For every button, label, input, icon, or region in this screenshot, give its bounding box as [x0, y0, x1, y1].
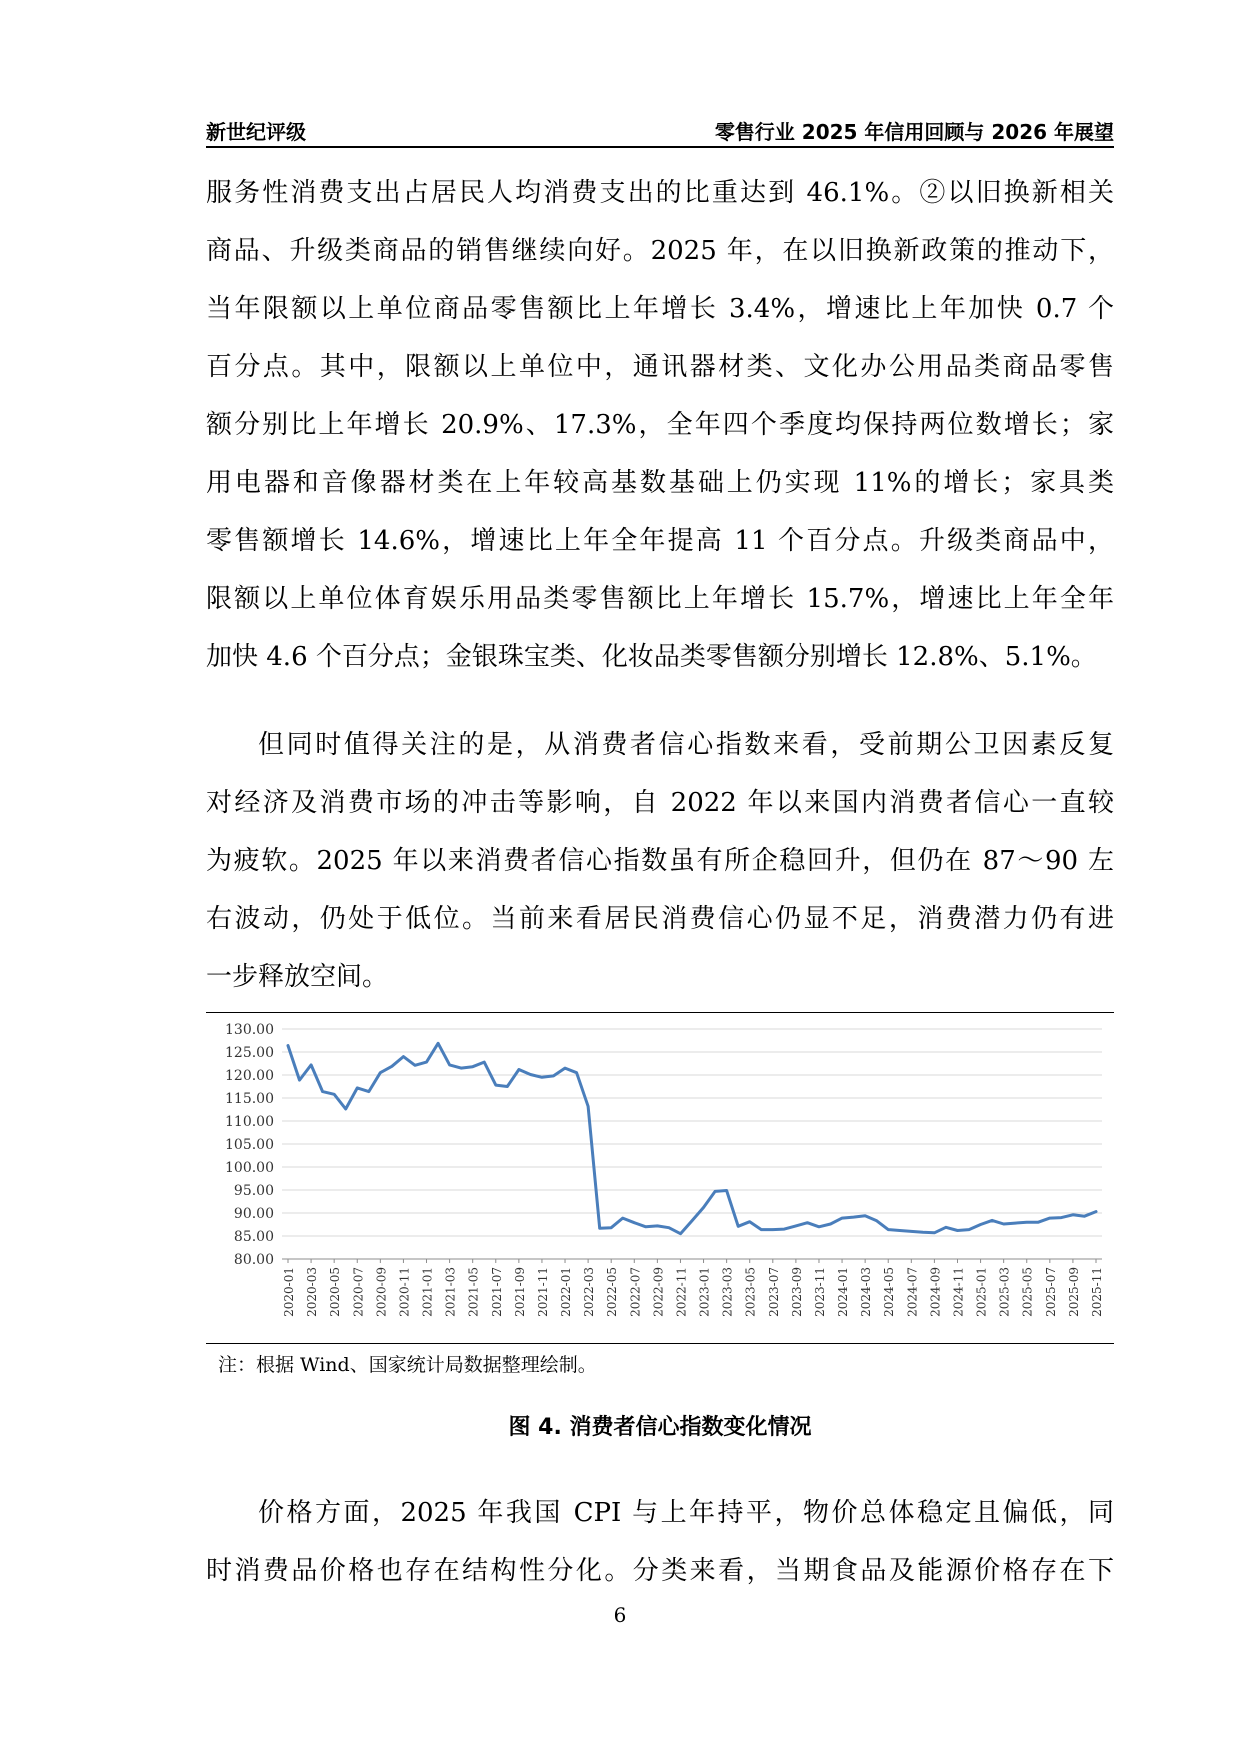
- page-header: [206, 112, 1114, 148]
- data-point: [1026, 1221, 1028, 1223]
- y-tick-label: 85.00: [233, 1229, 274, 1245]
- y-tick-label: 130.00: [225, 1022, 274, 1038]
- data-point: [945, 1226, 947, 1228]
- data-point: [691, 1220, 693, 1222]
- x-tick-label: 2025-03: [997, 1267, 1012, 1317]
- data-point: [298, 1079, 300, 1081]
- data-point: [460, 1067, 462, 1069]
- paragraph-line: 商品、升级类商品的销售继续向好。2025 年，在以旧换新政策的推动下，: [206, 236, 1114, 266]
- data-point: [864, 1215, 866, 1217]
- header-report-title: 零售行业 2025 年信用回顾与 2026 年展望: [714, 120, 1114, 144]
- x-tick-label: 2020-11: [397, 1267, 412, 1317]
- y-tick-label: 80.00: [233, 1252, 274, 1268]
- paragraph-line: 服务性消费支出占居民人均消费支出的比重达到 46.1%。②以旧换新相关: [206, 178, 1114, 208]
- data-point: [448, 1064, 450, 1066]
- data-point: [598, 1227, 600, 1229]
- data-point: [1049, 1217, 1051, 1219]
- data-point: [310, 1064, 312, 1066]
- x-tick-label: 2022-11: [674, 1267, 689, 1317]
- paragraph-line: 加快 4.6 个百分点；金银珠宝类、化妆品类零售额分别增长 12.8%、5.1%。: [206, 642, 1097, 672]
- data-point: [402, 1055, 404, 1057]
- data-point: [760, 1228, 762, 1230]
- data-point: [968, 1228, 970, 1230]
- data-point: [656, 1225, 658, 1227]
- x-tick-label: 2023-07: [766, 1267, 781, 1317]
- data-point: [1072, 1214, 1074, 1216]
- data-point: [1095, 1210, 1097, 1212]
- data-point: [552, 1075, 554, 1077]
- x-tick-label: 2021-01: [420, 1267, 435, 1317]
- data-point: [495, 1084, 497, 1086]
- x-tick-label: 2024-05: [882, 1267, 897, 1317]
- page-number: 6: [613, 1603, 627, 1627]
- series-line-consumer-confidence: [288, 1043, 1096, 1233]
- x-tick-label: 2023-09: [789, 1267, 804, 1317]
- data-point: [368, 1090, 370, 1092]
- y-tick-label: 90.00: [233, 1206, 274, 1222]
- data-point: [622, 1217, 624, 1219]
- data-point: [575, 1072, 577, 1074]
- paragraph-line: 右波动，仍处于低位。当前来看居民消费信心仍显不足，消费潜力仍有进: [206, 904, 1114, 934]
- paragraph-line: 限额以上单位体育娱乐用品类零售额比上年增长 15.7%，增速比上年全年: [206, 584, 1114, 614]
- x-tick-label: 2024-01: [836, 1267, 851, 1317]
- x-tick-label: 2022-03: [582, 1267, 597, 1317]
- data-point: [483, 1061, 485, 1063]
- data-point: [772, 1228, 774, 1230]
- chart-note: 注：根据 Wind、国家统计局数据整理绘制。: [218, 1354, 597, 1376]
- data-point: [806, 1221, 808, 1223]
- y-tick-label: 115.00: [225, 1091, 274, 1107]
- x-tick-label: 2023-11: [812, 1267, 827, 1317]
- x-tick-label: 2020-09: [374, 1267, 389, 1317]
- paragraph-line: 百分点。其中，限额以上单位中，通讯器材类、文化办公用品类商品零售: [206, 352, 1114, 382]
- data-point: [345, 1108, 347, 1110]
- data-point: [749, 1221, 751, 1223]
- x-tick-label: 2024-09: [928, 1267, 943, 1317]
- y-tick-label: 95.00: [233, 1183, 274, 1199]
- y-tick-label: 125.00: [225, 1045, 274, 1061]
- x-tick-label: 2025-05: [1020, 1267, 1035, 1317]
- x-tick-label: 2022-07: [628, 1267, 643, 1317]
- paragraph-line: 价格方面，2025 年我国 CPI 与上年持平，物价总体稳定且偏低，同: [258, 1498, 1114, 1528]
- data-point: [437, 1042, 439, 1044]
- x-tick-label: 2020-05: [328, 1267, 343, 1317]
- data-point: [506, 1085, 508, 1087]
- data-point: [922, 1231, 924, 1233]
- x-tick-label: 2021-11: [535, 1267, 550, 1317]
- data-point: [1060, 1216, 1062, 1218]
- x-tick-label: 2023-03: [720, 1267, 735, 1317]
- data-point: [1037, 1221, 1039, 1223]
- data-point: [714, 1190, 716, 1192]
- data-point: [287, 1044, 289, 1046]
- data-point: [379, 1072, 381, 1074]
- x-tick-label: 2022-05: [605, 1267, 620, 1317]
- paragraph-line: 对经济及消费市场的冲击等影响，自 2022 年以来国内消费者信心一直较: [206, 788, 1114, 818]
- x-tick-label: 2022-09: [651, 1267, 666, 1317]
- data-point: [425, 1061, 427, 1063]
- x-tick-label: 2025-01: [974, 1267, 989, 1317]
- data-point: [587, 1105, 589, 1107]
- data-point: [979, 1223, 981, 1225]
- data-point: [668, 1227, 670, 1229]
- paragraph-line: 为疲软。2025 年以来消费者信心指数虽有所企稳回升，但仍在 87～90 左: [206, 846, 1114, 876]
- y-tick-label: 105.00: [225, 1137, 274, 1153]
- x-tick-label: 2021-03: [443, 1267, 458, 1317]
- data-point: [679, 1233, 681, 1235]
- x-tick-label: 2022-01: [559, 1267, 574, 1317]
- x-tick-label: 2025-07: [1043, 1267, 1058, 1317]
- data-point: [795, 1225, 797, 1227]
- consumer-confidence-chart: [206, 1012, 1114, 1344]
- data-point: [541, 1076, 543, 1078]
- x-tick-label: 2024-07: [905, 1267, 920, 1317]
- data-point: [956, 1229, 958, 1231]
- data-point: [471, 1066, 473, 1068]
- x-tick-label: 2023-01: [697, 1267, 712, 1317]
- data-point: [356, 1087, 358, 1089]
- paragraph-line: 一步释放空间。: [206, 962, 389, 992]
- data-point: [887, 1228, 889, 1230]
- x-tick-label: 2021-05: [466, 1267, 481, 1317]
- x-tick-label: 2021-09: [512, 1267, 527, 1317]
- x-tick-label: 2025-09: [1066, 1267, 1081, 1317]
- data-point: [610, 1227, 612, 1229]
- data-point: [725, 1189, 727, 1191]
- x-tick-label: 2020-07: [351, 1267, 366, 1317]
- paragraph-line: 额分别比上年增长 20.9%、17.3%，全年四个季度均保持两位数增长；家: [206, 410, 1114, 440]
- x-tick-label: 2025-11: [1090, 1267, 1104, 1317]
- data-point: [529, 1073, 531, 1075]
- data-point: [564, 1067, 566, 1069]
- paragraph-line: 当年限额以上单位商品零售额比上年增长 3.4%，增速比上年加快 0.7 个: [206, 294, 1114, 324]
- data-point: [321, 1090, 323, 1092]
- y-tick-label: 110.00: [225, 1114, 274, 1130]
- data-point: [391, 1065, 393, 1067]
- paragraph-1: [206, 164, 1114, 686]
- paragraph-line: 用电器和音像器材类在上年较高基数基础上仍实现 11%的增长；家具类: [206, 468, 1114, 498]
- chart-svg: [206, 1013, 1114, 1343]
- data-point: [633, 1221, 635, 1223]
- x-tick-label: 2021-07: [489, 1267, 504, 1317]
- data-point: [829, 1223, 831, 1225]
- x-tick-label: 2020-01: [282, 1267, 296, 1317]
- data-point: [1014, 1222, 1016, 1224]
- paragraph-line: 时消费品价格也存在结构性分化。分类来看，当期食品及能源价格存在下: [206, 1556, 1114, 1586]
- data-point: [1002, 1223, 1004, 1225]
- header-org: 新世纪评级: [206, 120, 306, 144]
- figure-title: 图 4. 消费者信心指数变化情况: [508, 1415, 812, 1440]
- paragraph-line: 但同时值得关注的是，从消费者信心指数来看，受前期公卫因素反复: [258, 730, 1114, 760]
- data-point: [818, 1226, 820, 1228]
- data-point: [899, 1229, 901, 1231]
- y-tick-label: 120.00: [225, 1068, 274, 1084]
- data-point: [645, 1226, 647, 1228]
- data-point: [737, 1225, 739, 1227]
- data-point: [841, 1217, 843, 1219]
- data-point: [991, 1219, 993, 1221]
- paragraph-2: [206, 716, 1114, 1006]
- data-point: [414, 1064, 416, 1066]
- data-point: [910, 1230, 912, 1232]
- paragraph-line: 零售额增长 14.6%，增速比上年全年提高 11 个百分点。升级类商品中，: [206, 526, 1114, 556]
- x-tick-label: 2024-03: [859, 1267, 874, 1317]
- data-point: [875, 1220, 877, 1222]
- y-tick-label: 100.00: [225, 1160, 274, 1176]
- data-point: [702, 1206, 704, 1208]
- data-point: [933, 1232, 935, 1234]
- data-point: [333, 1093, 335, 1095]
- data-point: [1083, 1215, 1085, 1217]
- data-point: [518, 1068, 520, 1070]
- data-point: [783, 1228, 785, 1230]
- x-tick-label: 2020-03: [305, 1267, 320, 1317]
- data-point: [852, 1216, 854, 1218]
- x-tick-label: 2023-05: [743, 1267, 758, 1317]
- x-tick-label: 2024-11: [951, 1267, 966, 1317]
- paragraph-3: [206, 1484, 1114, 1600]
